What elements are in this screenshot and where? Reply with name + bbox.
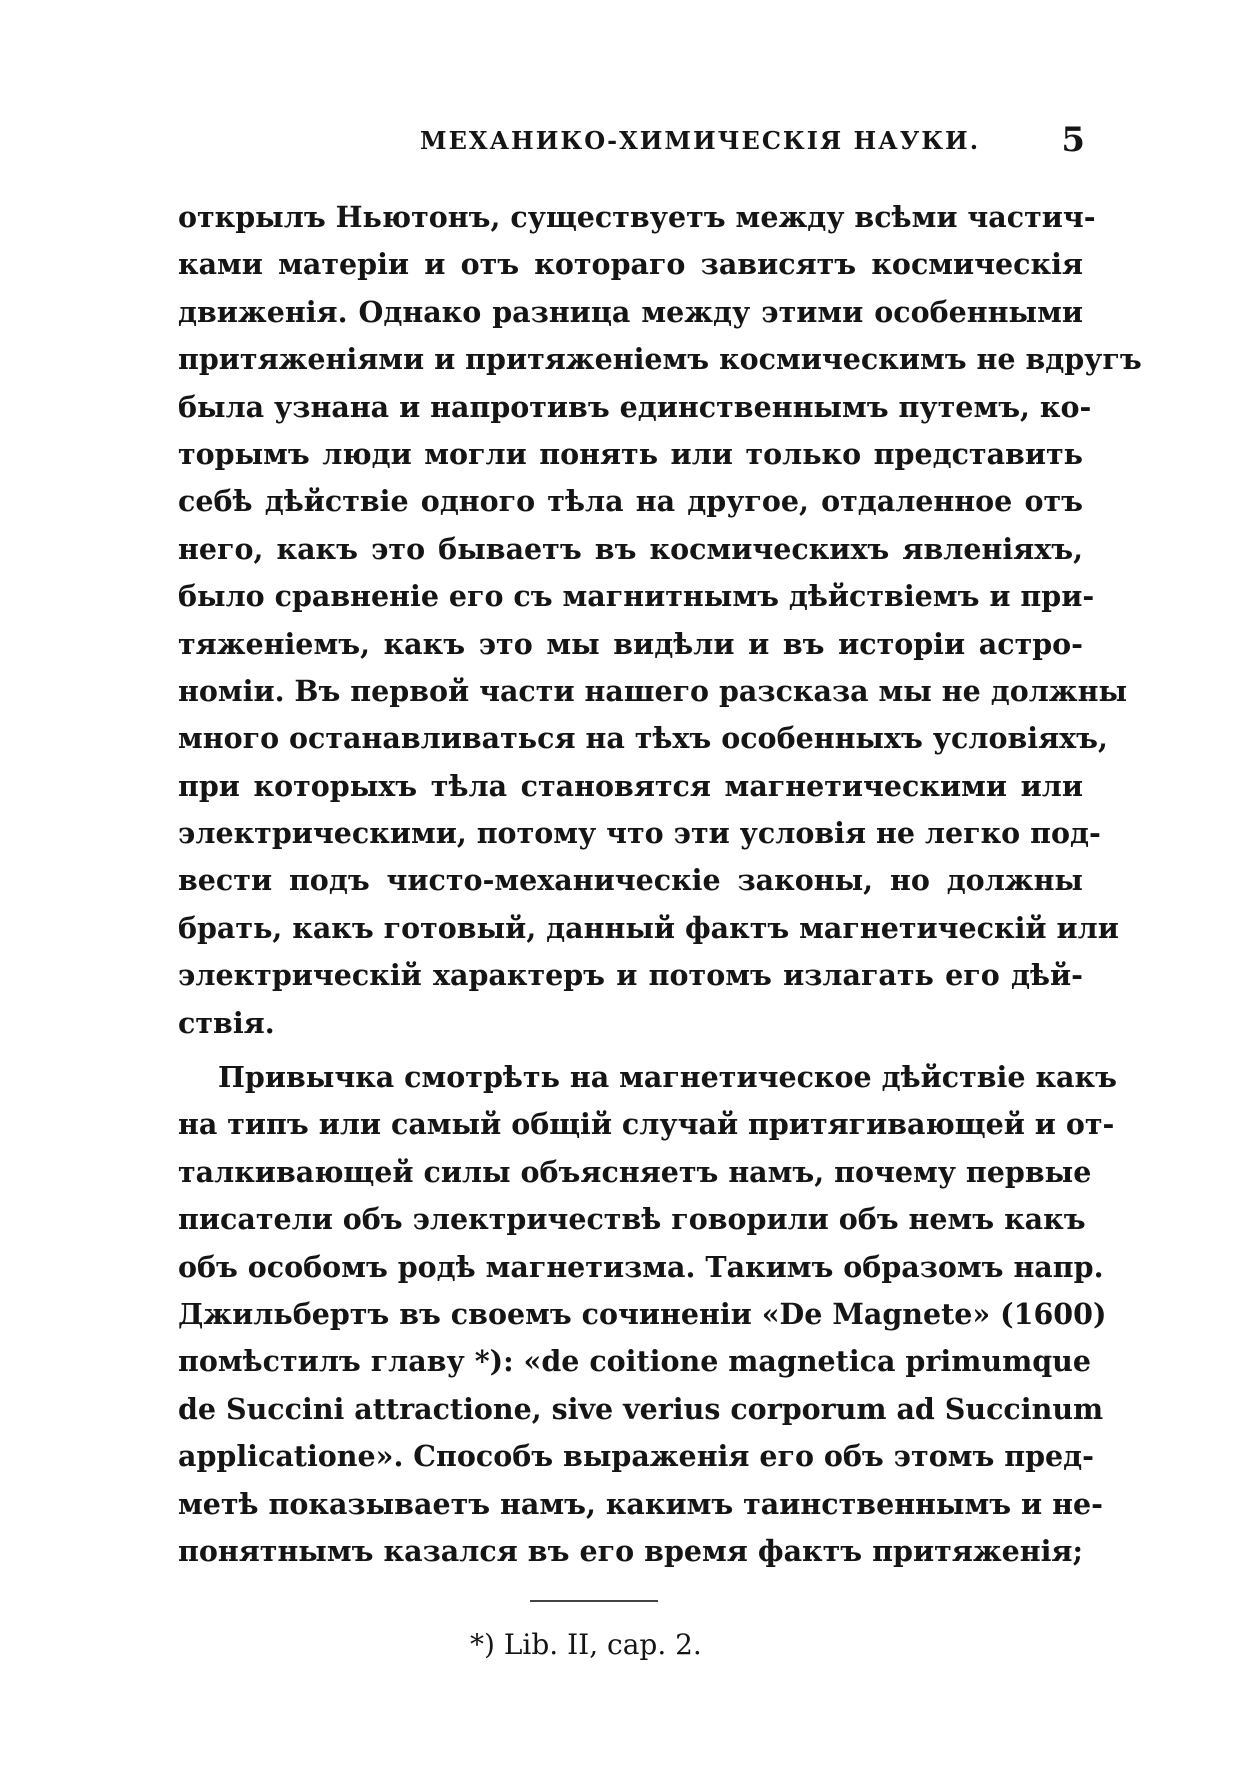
text-line: Джильбертъ въ своемъ сочиненіи «De Magnete» (1600) bbox=[178, 1296, 1107, 1331]
text-line: талкивающей силы объясняетъ намъ, почему первые bbox=[178, 1154, 1092, 1189]
text-line: ствія. bbox=[178, 1005, 275, 1040]
paragraph bbox=[178, 1054, 1117, 1575]
text-line: метѣ показываетъ намъ, какимъ таинственнымъ и не- bbox=[178, 1486, 1103, 1521]
text-line: брать, какъ готовый, данный фактъ магнетическій или bbox=[178, 910, 1119, 945]
paragraph bbox=[178, 194, 1142, 1047]
text-line: понятнымъ казался въ его время фактъ притяженія; bbox=[178, 1533, 1083, 1568]
text-line: при которыхъ тѣла становятся магнетическими или bbox=[178, 768, 1083, 803]
text-line: движенія. Однако разница между этими особенными bbox=[178, 294, 1083, 329]
body-text bbox=[178, 194, 1142, 1575]
text-line: на типъ или самый общій случай притягивающей и от- bbox=[178, 1107, 1115, 1142]
text-line: много останавливаться на тѣхъ особенныхъ условіяхъ, bbox=[178, 721, 1108, 756]
text-line: ками матеріи и отъ котораго зависятъ космическія bbox=[178, 247, 1083, 282]
text-line: объ особомъ родѣ магнетизма. Такимъ образомъ напр. bbox=[178, 1249, 1104, 1284]
text-line: торымъ люди могли понять или только представить bbox=[178, 436, 1083, 471]
text-line: Привычка смотрѣть на магнетическое дѣйствіе какъ bbox=[218, 1060, 1117, 1095]
text-line: номіи. Въ первой части нашего разсказа мы не должны bbox=[178, 673, 1128, 708]
running-head bbox=[180, 120, 1085, 160]
footnote-separator bbox=[530, 1600, 658, 1602]
text-line: помѣстилъ главу *): «de coitione magnetica primumque bbox=[178, 1344, 1092, 1379]
text-line: притяженіями и притяженіемъ космическимъ не вдругъ bbox=[178, 342, 1142, 377]
page-number: 5 bbox=[1061, 120, 1085, 160]
text-line: de Succini attractione, sive verius corporum ad Succinum bbox=[178, 1391, 1104, 1426]
running-title: МЕХАНИКО-ХИМИЧЕСКІЯ НАУКИ. bbox=[420, 126, 981, 155]
text-line: была узнана и напротивъ единственнымъ путемъ, ко- bbox=[178, 389, 1092, 424]
text-line: электрическими, потому что эти условія не легко под- bbox=[178, 816, 1101, 851]
text-line: открылъ Ньютонъ, существуетъ между всѣми частич- bbox=[178, 200, 1096, 234]
text-line: тяженіемъ, какъ это мы видѣли и въ исторіи астро- bbox=[178, 626, 1083, 661]
text-line: было сравненіе его съ магнитнымъ дѣйствіемъ и при- bbox=[178, 579, 1095, 614]
footnote: *) Lib. II, cap. 2. bbox=[470, 1628, 702, 1661]
text-line: applicatione». Способъ выраженія его объ этомъ пред- bbox=[178, 1439, 1094, 1474]
text-line: себѣ дѣйствіе одного тѣла на другое, отдаленное отъ bbox=[178, 484, 1083, 519]
text-line: него, какъ это бываетъ въ космическихъ явленіяхъ, bbox=[178, 531, 1083, 566]
text-line: писатели объ электричествѣ говорили объ немъ какъ bbox=[178, 1202, 1086, 1237]
text-line: вести подъ чисто-механическіе законы, но должны bbox=[178, 863, 1083, 898]
text-line: электрическій характеръ и потомъ излагать его дѣй- bbox=[178, 958, 1083, 993]
